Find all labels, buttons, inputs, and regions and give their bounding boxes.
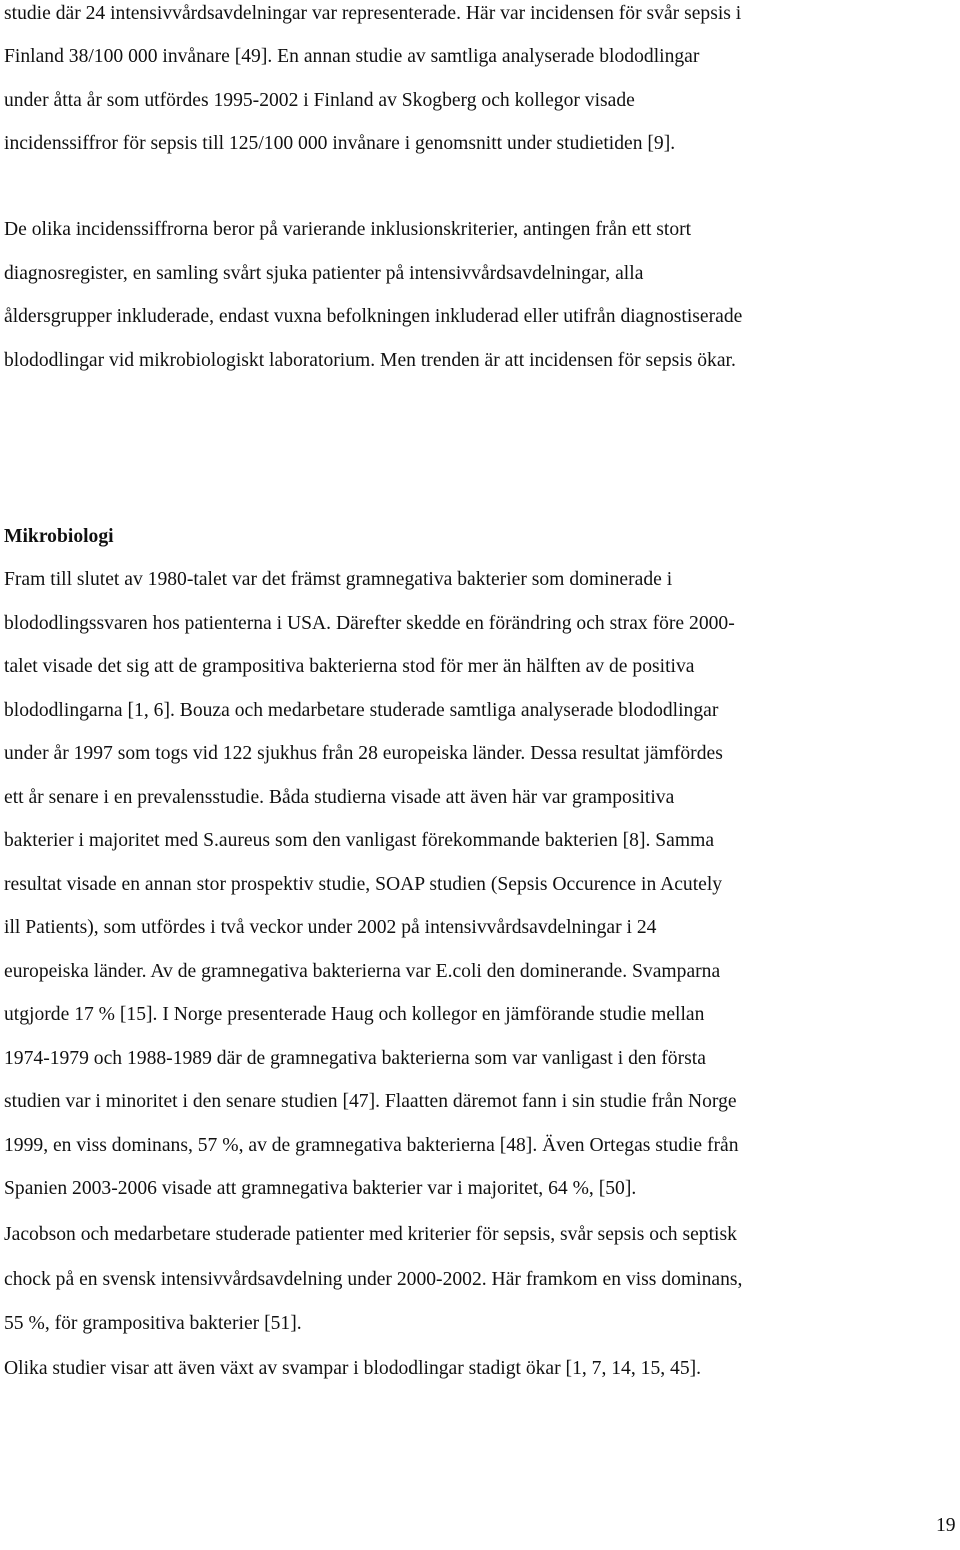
text-line: åldersgrupper inkluderade, endast vuxna befolkningen inkluderad eller utifrån diagnostiserade — [4, 306, 743, 327]
text-line: ill Patients), som utfördes i två veckor under 2002 på intensivvårdsavdelningar i 24 — [4, 917, 657, 938]
text-line: studien var i minoritet i den senare studien [47]. Flaatten däremot fann i sin studie från Norge — [4, 1091, 737, 1112]
text-line: Spanien 2003-2006 visade att gramnegativa bakterier var i majoritet, 64 %, [50]. — [4, 1178, 637, 1199]
text-line: Finland 38/100 000 invånare [49]. En annan studie av samtliga analyserade blododlingar — [4, 46, 700, 67]
text-line: bakterier i majoritet med S.aureus som den vanligast förekommande bakterien [8]. Samma — [4, 830, 715, 851]
text-line: utgjorde 17 % [15]. I Norge presenterade Haug och kollegor en jämförande studie mellan — [4, 1004, 705, 1025]
text-line: chock på en svensk intensivvårdsavdelning under 2000-2002. Här framkom en viss dominans, — [4, 1269, 743, 1290]
text-line: Fram till slutet av 1980-talet var det främst gramnegativa bakterier som dominerade i — [4, 569, 673, 590]
text-line: Jacobson och medarbetare studerade patienter med kriterier för sepsis, svår sepsis och septisk — [4, 1224, 737, 1245]
text-line: 1999, en viss dominans, 57 %, av de gramnegativa bakterierna [48]. Även Ortegas studie från — [4, 1135, 739, 1156]
text-line: under åtta år som utfördes 1995-2002 i Finland av Skogberg och kollegor visade — [4, 90, 635, 111]
text-line: resultat visade en annan stor prospektiv studie, SOAP studien (Sepsis Occurence in Acutely — [4, 874, 723, 895]
text-line: blododlingssvaren hos patienterna i USA. Därefter skedde en förändring och strax före 2000- — [4, 613, 735, 634]
text-line: Olika studier visar att även växt av svampar i blododlingar stadigt ökar [1, 7, 14, 15, 45]. — [4, 1358, 702, 1379]
text-line: europeiska länder. Av de gramnegativa bakterierna var E.coli den dominerande. Svamparna — [4, 961, 721, 982]
text-line: ett år senare i en prevalensstudie. Båda studierna visade att även här var grampositiva — [4, 787, 675, 808]
page-number: 19 — [936, 1515, 956, 1536]
text-line: 1974-1979 och 1988-1989 där de gramnegativa bakterierna som var vanligast i den första — [4, 1048, 706, 1069]
text-line: incidenssiffror för sepsis till 125/100 000 invånare i genomsnitt under studietiden [9]. — [4, 133, 676, 154]
text-line: talet visade det sig att de grampositiva bakterierna stod för mer än hälften av de positiva — [4, 656, 695, 677]
text-line: De olika incidenssiffrorna beror på varierande inklusionskriterier, antingen från ett stort — [4, 219, 692, 240]
section-heading: Mikrobiologi — [4, 526, 114, 547]
text-line: blododlingar vid mikrobiologiskt laboratorium. Men trenden är att incidensen för sepsis ökar. — [4, 350, 736, 371]
text-line: under år 1997 som togs vid 122 sjukhus från 28 europeiska länder. Dessa resultat jämfördes — [4, 743, 723, 764]
text-line: diagnosregister, en samling svårt sjuka patienter på intensivvårdsavdelningar, alla — [4, 263, 644, 284]
text-line: 55 %, för grampositiva bakterier [51]. — [4, 1313, 302, 1334]
text-line: blododlingarna [1, 6]. Bouza och medarbetare studerade samtliga analyserade blododlingar — [4, 700, 719, 721]
text-line: studie där 24 intensivvårdsavdelningar var representerade. Här var incidensen för svår sepsis i — [4, 3, 742, 24]
